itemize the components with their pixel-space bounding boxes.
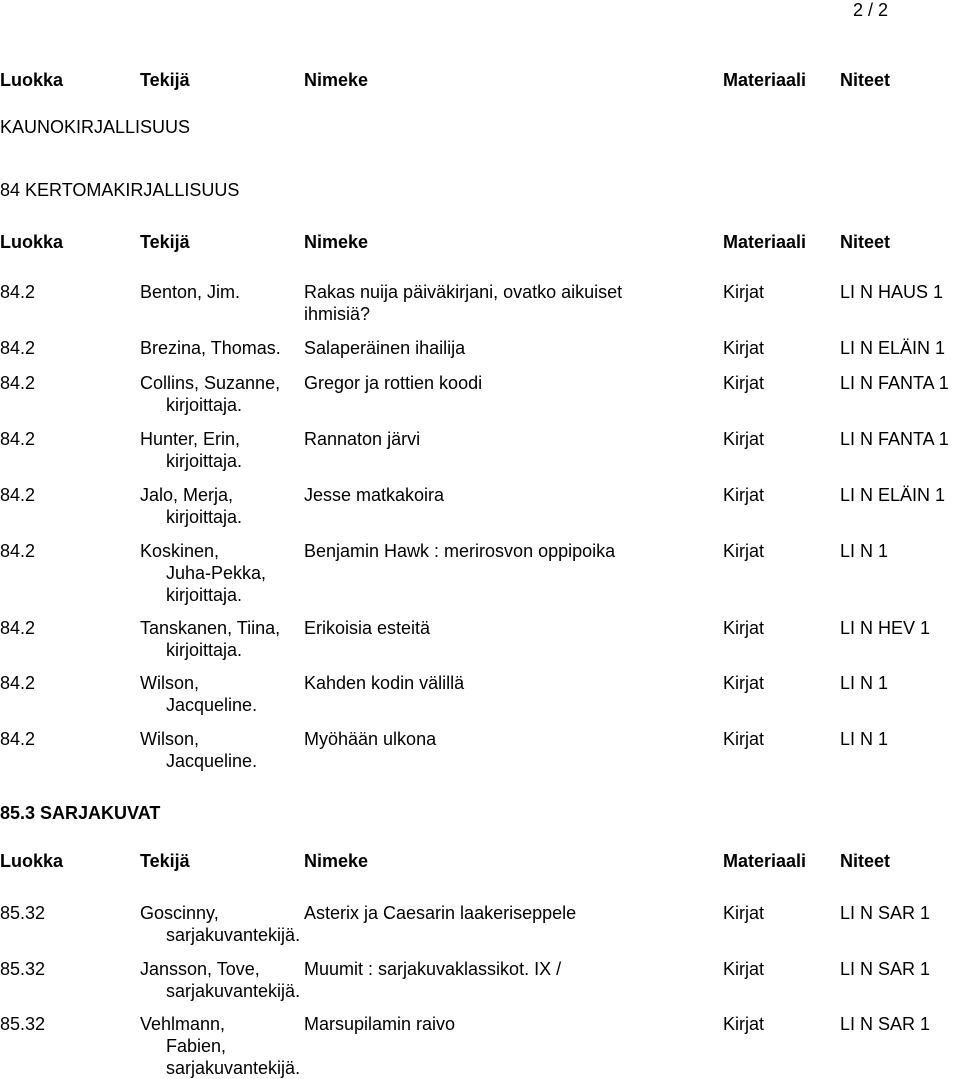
author-line: Juha-Pekka, (166, 563, 267, 583)
cell-niteet: LI N 1 (840, 541, 889, 561)
header-nimeke: Nimeke (304, 851, 369, 871)
author-line: Jacqueline. (166, 751, 258, 771)
cell-niteet: LI N SAR 1 (840, 903, 931, 923)
cell-materiaali: Kirjat (723, 429, 765, 449)
cell-materiaali: Kirjat (723, 485, 765, 505)
header-nimeke: Nimeke (304, 232, 369, 252)
header-niteet: Niteet (840, 70, 891, 90)
cell-tekija (140, 428, 300, 472)
cell-nimeke: Asterix ja Caesarin laakeriseppele (304, 903, 577, 923)
cell-nimeke: Rannaton järvi (304, 429, 421, 449)
author-line: kirjoittaja. (166, 640, 243, 660)
cell-nimeke: Muumit : sarjakuvaklassikot. IX / (304, 959, 562, 979)
author-line: Jalo, Merja, (140, 485, 234, 505)
cell-materiaali: Kirjat (723, 618, 765, 638)
cell-materiaali: Kirjat (723, 959, 765, 979)
author-line: Collins, Suzanne, (140, 373, 281, 393)
cell-luokka: 85.32 (0, 1014, 46, 1034)
header-niteet: Niteet (840, 851, 891, 871)
header-materiaali: Materiaali (723, 70, 807, 90)
cell-luokka: 84.2 (0, 729, 36, 749)
column-header-row (0, 232, 960, 256)
cell-niteet: LI N HEV 1 (840, 618, 931, 638)
header-materiaali: Materiaali (723, 232, 807, 252)
cell-materiaali: Kirjat (723, 673, 765, 693)
section-kaunokirjallisuus: KAUNOKIRJALLISUUS (0, 117, 191, 137)
cell-luokka: 84.2 (0, 485, 36, 505)
cell-tekija (140, 728, 300, 772)
header-tekija: Tekijä (140, 70, 190, 90)
author-line: Koskinen, (140, 541, 220, 561)
author-line: kirjoittaja. (166, 585, 243, 605)
author-line: kirjoittaja. (166, 507, 243, 527)
header-luokka: Luokka (0, 232, 64, 252)
cell-materiaali: Kirjat (723, 541, 765, 561)
cell-materiaali: Kirjat (723, 903, 765, 923)
author-line: Hunter, Erin, (140, 429, 241, 449)
author-line: Wilson, (140, 729, 200, 749)
cell-tekija (140, 281, 300, 303)
cell-nimeke: Kahden kodin välillä (304, 673, 465, 693)
header-nimeke: Nimeke (304, 70, 369, 90)
cell-nimeke: Rakas nuija päiväkirjani, ovatko aikuiset ihmisiä? (304, 282, 623, 324)
author-line: Goscinny, (140, 903, 219, 923)
cell-niteet: LI N ELÄIN 1 (840, 485, 946, 505)
cell-tekija (140, 484, 300, 528)
cell-luokka: 84.2 (0, 429, 36, 449)
cell-materiaali: Kirjat (723, 373, 765, 393)
cell-tekija (140, 1013, 300, 1079)
header-niteet: Niteet (840, 232, 891, 252)
cell-luokka: 84.2 (0, 618, 36, 638)
cell-niteet: LI N FANTA 1 (840, 373, 949, 393)
cell-tekija (140, 958, 300, 1002)
section-sarjakuvat: 85.3 SARJAKUVAT (0, 803, 161, 823)
cell-niteet: LI N HAUS 1 (840, 282, 944, 302)
author-line: sarjakuvantekijä. (166, 925, 301, 945)
author-line: Wilson, (140, 673, 200, 693)
header-luokka: Luokka (0, 70, 64, 90)
column-header-row (0, 70, 960, 94)
cell-tekija (140, 902, 300, 946)
cell-materiaali: Kirjat (723, 338, 765, 358)
cell-tekija (140, 337, 300, 359)
author-line: Tanskanen, Tiina, (140, 618, 281, 638)
cell-luokka: 84.2 (0, 282, 36, 302)
cell-niteet: LI N SAR 1 (840, 1014, 931, 1034)
cell-niteet: LI N SAR 1 (840, 959, 931, 979)
cell-luokka: 85.32 (0, 959, 46, 979)
header-luokka: Luokka (0, 851, 64, 871)
cell-nimeke: Jesse matkakoira (304, 485, 445, 505)
page-number: 2 / 2 (853, 0, 889, 20)
cell-nimeke: Benjamin Hawk : merirosvon oppipoika (304, 541, 616, 561)
cell-tekija (140, 540, 300, 606)
cell-materiaali: Kirjat (723, 282, 765, 302)
cell-niteet: LI N 1 (840, 729, 889, 749)
author-line: Vehlmann, (140, 1014, 226, 1034)
cell-materiaali: Kirjat (723, 1014, 765, 1034)
cell-luokka: 84.2 (0, 373, 36, 393)
cell-nimeke: Salaperäinen ihailija (304, 338, 466, 358)
author-line: Benton, Jim. (140, 282, 241, 302)
cell-luokka: 84.2 (0, 673, 36, 693)
author-line: Fabien, (166, 1036, 227, 1056)
author-line: sarjakuvantekijä. (166, 1058, 301, 1078)
cell-luokka: 85.32 (0, 903, 46, 923)
cell-niteet: LI N ELÄIN 1 (840, 338, 946, 358)
author-line: Brezina, Thomas. (140, 338, 281, 358)
column-header-row (0, 851, 960, 875)
header-tekija: Tekijä (140, 851, 190, 871)
author-line: Jacqueline. (166, 695, 258, 715)
cell-tekija (140, 672, 300, 716)
cell-nimeke: Marsupilamin raivo (304, 1014, 456, 1034)
header-tekija: Tekijä (140, 232, 190, 252)
cell-luokka: 84.2 (0, 338, 36, 358)
cell-tekija (140, 617, 300, 661)
author-line: Jansson, Tove, (140, 959, 260, 979)
cell-tekija (140, 372, 300, 416)
header-materiaali: Materiaali (723, 851, 807, 871)
cell-luokka: 84.2 (0, 541, 36, 561)
author-line: sarjakuvantekijä. (166, 981, 301, 1001)
section-kertomakirjallisuus: 84 KERTOMAKIRJALLISUUS (0, 180, 240, 200)
cell-nimeke: Erikoisia esteitä (304, 618, 431, 638)
cell-nimeke: Gregor ja rottien koodi (304, 373, 483, 393)
author-line: kirjoittaja. (166, 395, 243, 415)
cell-niteet: LI N 1 (840, 673, 889, 693)
cell-nimeke: Myöhään ulkona (304, 729, 437, 749)
author-line: kirjoittaja. (166, 451, 243, 471)
cell-materiaali: Kirjat (723, 729, 765, 749)
cell-niteet: LI N FANTA 1 (840, 429, 949, 449)
